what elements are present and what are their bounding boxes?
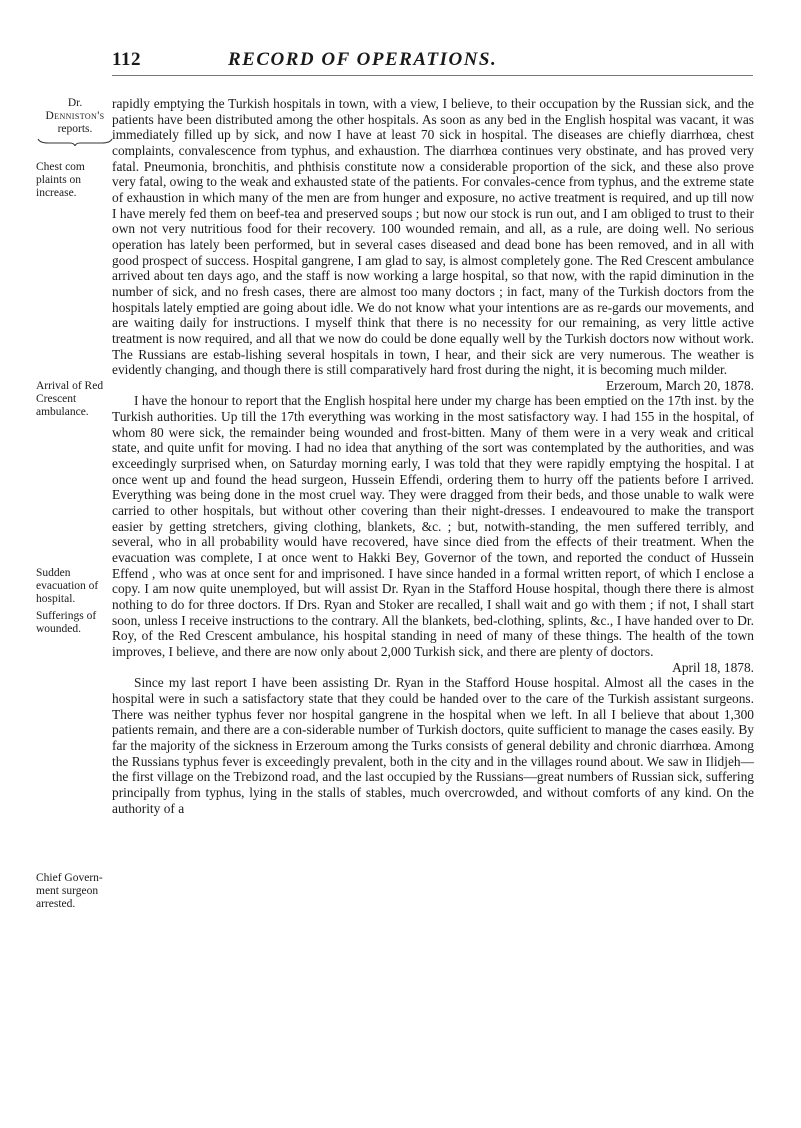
- date-line-2: April 18, 1878.: [672, 659, 754, 675]
- page-number: 112: [112, 49, 141, 70]
- margin-note-chest: Chest com plaints on increase.: [36, 161, 85, 199]
- margin-note-sufferings: Sufferings of wounded.: [36, 610, 97, 635]
- paragraph-2: I have the honour to report that the English hospital here under my charge has been emptied on the 17th inst. by the Turkish authorities. Up till the 17th everything was working in the most satisfactory way. I had 155 in the hospital, of whom 80 were sick, the remainder being wounded and frost-bitten. Many of them were in a very weak and critical state, and quite unfit for moving. I had no idea that anything of the sort was contemplated by the authorities, and was exceedingly surprised when, on Saturday morning early, I was told that they were rapidly emptying the hospital. I at once went up and found the head surgeon, Hussein Effendi, ordering them to hurry off the patients before I arrived. Everything was being done in the most cruel way. They were dragged from their beds, and those unable to walk were carried to other hospitals, but without other covering than their night-dresses. I endeavoured to make the transport easier by getting stretchers, giving clothing, blankets, &c. ; but, notwith-standing, the men suffered terribly, and several, who in all probability would have recovered, have since died from the effects of their treatment. When the evacuation was complete, I at once went to Hakki Bey, Governor of the town, and reported the conduct of Hussein Effend , who was at once sent for and imprisoned. I have since handed in a formal written report, of which I enclose a copy. I am now quite unemployed, but will assist Dr. Ryan in the Stafford House hospital, though there there is almost nothing to do for three doctors. If Drs. Ryan and Stoker are recalled, I shall wait and go with them ; if not, I shall start soon, unless I receive instructions to the contrary. All the blankets, bed-clothing, splints, &c., I have handed over to Dr. Roy, of the Red Crescent ambulance, his hospital standing in need of many of these things. The health of the town improves, I believe, and there are now only about 2,000 Turkish sick, and there are plenty of doctors.: [112, 393, 754, 659]
- header-rule: [112, 75, 753, 76]
- paragraph-3: Since my last report I have been assisting Dr. Ryan in the Stafford House hospital. Almost all the cases in the hospital were in such a satisfactory state that they could be handed over to the care of the Turkish assistant surgeons. There was neither typhus fever nor hospital gangrene in the hospital when we left. In all I believe that about 1,300 patients remain, and there are a con-siderable number of Turkish doctors, quite sufficient to manage the cases easily. By far the majority of the sickness in Erzeroum among the Turks consists of general debility and chronic diarrhœa. Among the Russians typhus fever is exceedingly prevalent, both in the city and in the villages round about. We saw in Ilidjeh—the first village on the Trebizond road, and the last occupied by the Russians—great numbers of Russian sick, suffering principally from typhus, lying in the stalls of stables, much overcrowded, and without comforts of any kind. On the authority of a: [112, 675, 754, 816]
- main-text-column: [112, 96, 754, 816]
- margin-note-evacuation: Sudden evacuation of hospital.: [36, 567, 99, 605]
- date-line-1: Erzeroum, March 20, 1878.: [606, 377, 754, 393]
- margin-note-arrested: Chief Govern-ment surgeon arrested.: [36, 872, 103, 910]
- margin-brace: [36, 138, 114, 146]
- margin-note-arrival: Arrival of Red Crescent ambulance.: [36, 380, 104, 418]
- margin-author-reports: reports.: [57, 123, 93, 135]
- margin-author-dr: Dr.: [67, 97, 83, 109]
- margin-note-author: [36, 97, 114, 146]
- margin-author-name: Denniston's: [45, 110, 105, 122]
- page-header: [0, 49, 801, 79]
- running-title: RECORD OF OPERATIONS.: [228, 49, 498, 70]
- paragraph-1: rapidly emptying the Turkish hospitals in town, with a view, I believe, to their occupation by the Russian sick, and the patients have been distributed among the other hospitals. As soon as any bed in the English hospital was vacant, it was immediately filled up by sick, and now I have at least 70 sick in hospital. The diseases are chiefly diarrhœa, chest complaints, convalescence from typhus, and exhaustion. The diarrhœa continues very obstinate, and has proved very fatal. Pneumonia, bronchitis, and phthisis constitute now a considerable proportion of the sick, and these also prove very fatal, owing to the weak and exhausted state of the patients. For convales-cence from typhus, and the extreme state of exhaustion in which many of the men are from hunger and exposure, no active treatment is required, and up till now I have merely fed them on beef-tea and preserved soups ; but now our stock is run out, and I am obliged to trust to their own not very nutritious food for their recovery. 100 wounded remain, and all, as a rule, are doing well. No serious operation has lately been performed, but in several cases diseased and dead bone has been removed, and in all with good prospect of success. Hospital gangrene, I am glad to say, is almost completely gone. The Red Crescent ambulance arrived about ten days ago, and the staff is now working a large hospital, so that now, with the rapid diminution in the number of sick, and no fresh cases, there are almost too many doctors ; in fact, many of the Turkish doctors from the hospitals lately emptied are going about idle. We do not know what your intentions are as re-gards our movements, and are waiting daily for instructions. I myself think that there is no necessity for our remaining, as very little active treatment is now required, and all that we now do could be done equally well by the Turkish doctors now without work. The Russians are estab-lishing several hospitals in town, I hear, and their sick are very numerous. The weather is evidently changing, and though there is still comparatively hard frost during the night, it is becoming much milder.: [112, 96, 754, 378]
